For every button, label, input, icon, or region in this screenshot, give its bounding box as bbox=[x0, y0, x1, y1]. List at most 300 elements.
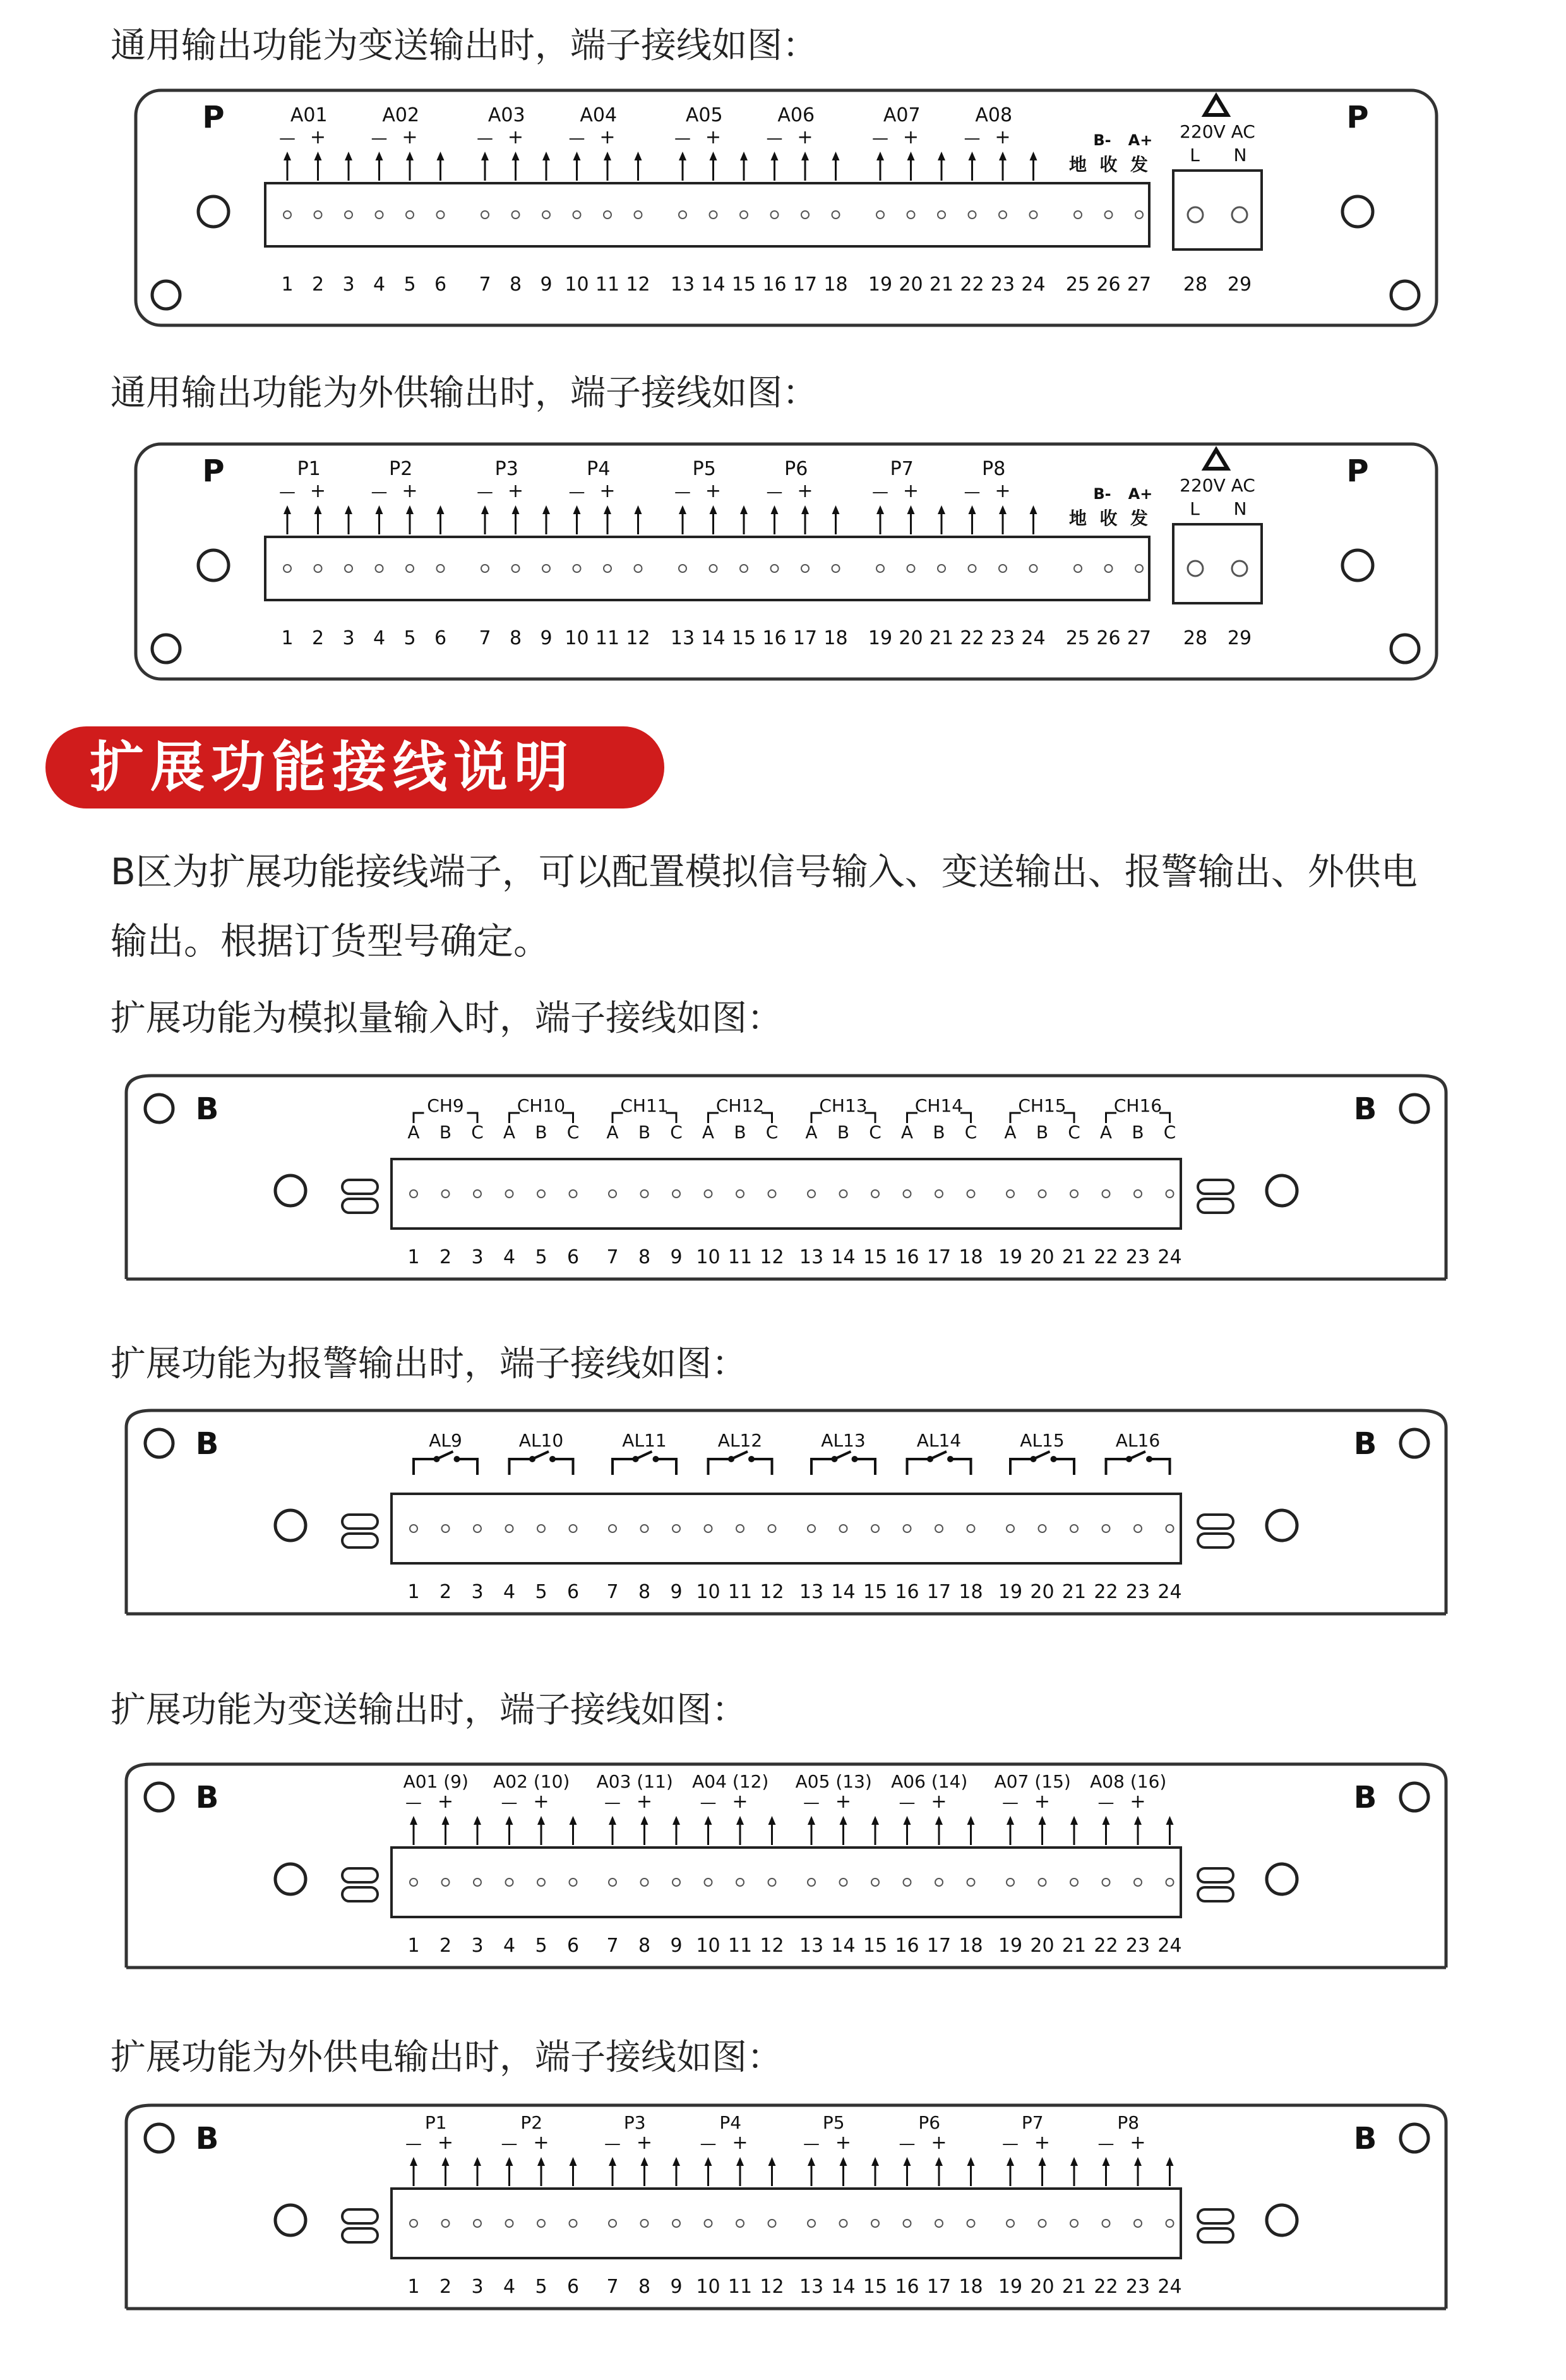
terminal-hole-icon bbox=[573, 211, 581, 219]
group-label: P1 bbox=[297, 458, 321, 480]
terminal-pin-3-arrow-icon bbox=[345, 152, 352, 160]
terminal-hole-icon bbox=[904, 1878, 911, 1886]
minus-sign: — bbox=[405, 1793, 422, 1812]
terminal-hole-icon bbox=[999, 565, 1007, 572]
terminal-hole-icon bbox=[1007, 1190, 1014, 1198]
terminal-hole-icon bbox=[938, 565, 945, 572]
terminal-pin-10-arrow-icon bbox=[573, 152, 581, 160]
terminal-hole-icon bbox=[1105, 565, 1113, 572]
plus-sign: + bbox=[995, 126, 1011, 148]
terminal-pin-14-arrow-icon bbox=[710, 505, 717, 514]
channel-sub-label: B bbox=[1132, 1122, 1144, 1143]
relay-contact-point-icon bbox=[1051, 1456, 1057, 1462]
latch-icon bbox=[1198, 1515, 1233, 1529]
terminal-pin-4-arrow-icon bbox=[376, 152, 383, 160]
terminal-hole-icon bbox=[570, 2220, 577, 2227]
terminal-hole-icon bbox=[345, 211, 352, 219]
channel-sub-label: A bbox=[702, 1122, 715, 1143]
mount-hole-icon bbox=[1391, 281, 1419, 309]
minus-sign: — bbox=[568, 129, 585, 148]
terminal-pin-17-arrow-icon bbox=[801, 152, 809, 160]
terminal-hole-icon bbox=[999, 211, 1007, 219]
panel-side-label-left: B bbox=[195, 2121, 219, 2156]
terminal-hole-icon bbox=[609, 1878, 616, 1886]
terminal-hole-icon bbox=[1134, 1525, 1142, 1532]
terminal-hole-icon bbox=[1039, 1190, 1046, 1198]
terminal-hole-icon bbox=[410, 1878, 417, 1886]
terminal-number: 14 bbox=[701, 273, 726, 296]
terminal-number: 2 bbox=[439, 1246, 452, 1268]
plus-sign: + bbox=[437, 2132, 454, 2154]
terminal-pin-3-arrow-icon bbox=[345, 505, 352, 514]
terminal-number: 21 bbox=[1061, 1581, 1087, 1603]
terminal-number: 3 bbox=[471, 1581, 484, 1603]
terminal-pin-12-arrow-icon bbox=[635, 505, 642, 514]
terminal-number: 4 bbox=[373, 273, 386, 296]
caption-b1-analog-input: 扩展功能为模拟量输入时，端子接线如图： bbox=[111, 998, 782, 1039]
panel-side-label-left: B bbox=[195, 1091, 219, 1127]
plus-sign: + bbox=[309, 480, 326, 502]
terminal-pin-23-arrow-icon bbox=[1134, 1816, 1142, 1825]
power-terminal-number: 29 bbox=[1227, 627, 1252, 649]
terminal-number: 12 bbox=[760, 1581, 784, 1603]
terminal-number: 17 bbox=[926, 1581, 952, 1603]
comm-label: 地 bbox=[1068, 154, 1087, 175]
minus-sign: — bbox=[604, 1793, 621, 1812]
minus-sign: — bbox=[477, 129, 493, 148]
group-label: P2 bbox=[520, 2112, 543, 2133]
terminal-number: 20 bbox=[1030, 2276, 1055, 2298]
terminal-hole-icon bbox=[801, 565, 809, 572]
terminal-hole-icon bbox=[907, 211, 915, 219]
group-label: A03 bbox=[487, 104, 525, 126]
mount-hole-icon bbox=[152, 635, 180, 663]
terminal-pin-5-arrow-icon bbox=[537, 1816, 545, 1825]
terminal-hole-icon bbox=[705, 1878, 712, 1886]
terminal-hole-icon bbox=[710, 565, 717, 572]
minus-sign: — bbox=[700, 2134, 717, 2153]
terminal-hole-icon bbox=[808, 2220, 815, 2227]
terminal-hole-icon bbox=[406, 211, 414, 219]
channel-sub-label: C bbox=[1068, 1122, 1080, 1143]
terminal-number: 2 bbox=[439, 1581, 452, 1603]
terminal-hole-icon bbox=[840, 1190, 847, 1198]
terminal-number: 16 bbox=[895, 1935, 919, 1957]
terminal-hole-icon bbox=[1007, 1525, 1014, 1532]
terminal-hole-icon bbox=[969, 211, 976, 219]
minus-sign: — bbox=[1002, 1793, 1019, 1812]
mount-hole-icon bbox=[1401, 1095, 1428, 1122]
terminal-hole-icon bbox=[442, 2220, 450, 2227]
terminal-number: 9 bbox=[670, 2276, 683, 2298]
latch-icon bbox=[342, 1515, 378, 1529]
latch-icon bbox=[342, 1887, 378, 1901]
terminal-pin-16-arrow-icon bbox=[771, 152, 779, 160]
terminal-hole-icon bbox=[876, 211, 884, 219]
relay-contact-icon bbox=[708, 1451, 772, 1475]
terminal-hole-icon bbox=[1070, 1525, 1078, 1532]
group-label: A01 (9) bbox=[403, 1771, 469, 1792]
terminal-number: 11 bbox=[727, 1935, 753, 1957]
relay-pivot-icon bbox=[832, 1456, 838, 1462]
terminal-hole-icon bbox=[609, 1190, 616, 1198]
terminal-pin-3-arrow-icon bbox=[474, 1816, 481, 1825]
minus-sign: — bbox=[477, 483, 493, 502]
terminal-pin-15-arrow-icon bbox=[871, 2157, 879, 2166]
latch-icon bbox=[342, 2228, 378, 2242]
terminal-hole-icon bbox=[1135, 565, 1143, 572]
group-label: A07 (15) bbox=[994, 1771, 1071, 1792]
latch-icon bbox=[1198, 1534, 1233, 1548]
panel-side-label-right: B bbox=[1353, 1426, 1377, 1462]
terminal-number: 19 bbox=[998, 2276, 1023, 2298]
channel-sub-label: C bbox=[566, 1122, 580, 1143]
terminal-number: 10 bbox=[565, 627, 589, 649]
terminal-hole-icon bbox=[736, 1525, 744, 1532]
terminal-number: 10 bbox=[696, 1581, 720, 1603]
terminal-pin-20-arrow-icon bbox=[1039, 1816, 1046, 1825]
terminal-number: 11 bbox=[727, 1581, 753, 1603]
terminal-number: 9 bbox=[540, 273, 553, 296]
terminal-hole-icon bbox=[1166, 1525, 1174, 1532]
intro-line-2: 输出。根据订货型号确定。 bbox=[111, 920, 551, 963]
minus-sign: — bbox=[279, 483, 296, 502]
warning-triangle-icon bbox=[1205, 96, 1228, 115]
mount-hole-icon bbox=[1267, 2205, 1297, 2235]
terminal-number: 18 bbox=[823, 627, 848, 649]
terminal-number: 8 bbox=[509, 627, 522, 649]
terminal-number: 15 bbox=[863, 1581, 888, 1603]
terminal-hole-icon bbox=[609, 2220, 616, 2227]
terminal-pin-11-arrow-icon bbox=[604, 505, 611, 514]
terminal-number: 10 bbox=[565, 273, 589, 296]
terminal-hole-icon bbox=[641, 1525, 649, 1532]
terminal-pin-18-arrow-icon bbox=[832, 505, 840, 514]
terminal-hole-icon bbox=[442, 1878, 450, 1886]
terminal-number: 12 bbox=[760, 2276, 784, 2298]
warning-triangle-icon bbox=[1205, 450, 1228, 469]
terminal-pin-20-arrow-icon bbox=[907, 152, 915, 160]
terminal-number: 7 bbox=[479, 627, 491, 649]
panel-side-label-right: B bbox=[1353, 1780, 1377, 1815]
plus-sign: + bbox=[599, 126, 616, 148]
power-label-l: L bbox=[1190, 498, 1200, 519]
terminal-pin-8-arrow-icon bbox=[641, 2157, 649, 2166]
terminal-number: 24 bbox=[1157, 1246, 1182, 1268]
terminal-pin-1-arrow-icon bbox=[284, 152, 291, 160]
comm-label-aplus: A+ bbox=[1128, 131, 1153, 149]
b-terminal-panel-transmit bbox=[0, 1756, 1566, 1983]
terminal-hole-icon bbox=[284, 565, 291, 572]
terminal-pin-17-arrow-icon bbox=[935, 1816, 943, 1825]
terminal-hole-icon bbox=[768, 1525, 776, 1532]
group-label: A01 bbox=[290, 104, 328, 126]
terminal-number: 6 bbox=[434, 273, 447, 296]
terminal-pin-17-arrow-icon bbox=[935, 2157, 943, 2166]
terminal-hole-icon bbox=[573, 565, 581, 572]
terminal-pin-6-arrow-icon bbox=[570, 2157, 577, 2166]
alarm-label: AL16 bbox=[1115, 1430, 1161, 1451]
relay-contact-icon bbox=[811, 1451, 875, 1475]
terminal-hole-icon bbox=[506, 2220, 513, 2227]
channel-sub-label: C bbox=[1163, 1122, 1176, 1143]
terminal-number: 1 bbox=[281, 627, 294, 649]
terminal-number: 1 bbox=[407, 1581, 420, 1603]
plus-sign: + bbox=[835, 2132, 852, 2154]
terminal-number: 16 bbox=[895, 1581, 919, 1603]
terminal-hole-icon bbox=[832, 565, 840, 572]
terminal-hole-icon bbox=[740, 211, 748, 219]
caption-b3-transmit: 扩展功能为变送输出时，端子接线如图： bbox=[111, 1690, 747, 1731]
group-label: A02 (10) bbox=[493, 1771, 570, 1792]
terminal-number: 13 bbox=[799, 1246, 824, 1268]
latch-icon bbox=[1198, 2228, 1233, 2242]
minus-sign: — bbox=[371, 129, 388, 148]
terminal-hole-icon bbox=[771, 211, 779, 219]
terminal-number: 19 bbox=[868, 273, 893, 296]
terminal-pin-15-arrow-icon bbox=[740, 505, 748, 514]
terminal-pin-10-arrow-icon bbox=[573, 505, 581, 514]
terminal-hole-icon bbox=[969, 565, 976, 572]
terminal-number: 16 bbox=[895, 2276, 919, 2298]
terminal-number: 20 bbox=[1030, 1581, 1055, 1603]
relay-pivot-icon bbox=[1031, 1456, 1037, 1462]
terminal-hole-icon bbox=[768, 2220, 776, 2227]
terminal-number: 17 bbox=[792, 273, 818, 296]
mount-hole-icon bbox=[1342, 196, 1373, 227]
terminal-pin-5-arrow-icon bbox=[406, 152, 414, 160]
terminal-pin-1-arrow-icon bbox=[410, 2157, 417, 2166]
terminal-number: 6 bbox=[566, 2276, 580, 2298]
terminal-number: 1 bbox=[407, 1935, 420, 1957]
terminal-number: 5 bbox=[535, 1246, 547, 1268]
terminal-number: 19 bbox=[998, 1246, 1023, 1268]
terminal-pin-16-arrow-icon bbox=[904, 1816, 911, 1825]
terminal-number: 2 bbox=[439, 1935, 452, 1957]
terminal-hole-icon bbox=[967, 2220, 975, 2227]
minus-sign: — bbox=[899, 2134, 916, 2153]
terminal-number: 20 bbox=[1030, 1935, 1055, 1957]
power-label-n: N bbox=[1233, 145, 1247, 165]
terminal-number: 22 bbox=[1094, 1581, 1118, 1603]
mount-hole-icon bbox=[1267, 1864, 1297, 1894]
plus-sign: + bbox=[732, 2132, 748, 2154]
group-label: P3 bbox=[623, 2112, 646, 2133]
terminal-number: 3 bbox=[471, 1935, 484, 1957]
terminal-number: 18 bbox=[823, 273, 848, 296]
terminal-number: 15 bbox=[731, 273, 756, 296]
mount-hole-icon bbox=[1391, 635, 1419, 663]
terminal-number: 20 bbox=[899, 273, 923, 296]
terminal-pin-12-arrow-icon bbox=[768, 1816, 776, 1825]
terminal-hole-icon bbox=[672, 1878, 680, 1886]
minus-sign: — bbox=[766, 483, 783, 502]
terminal-hole-icon bbox=[768, 1190, 776, 1198]
terminal-hole-icon bbox=[1070, 1878, 1078, 1886]
latch-icon bbox=[1198, 1868, 1233, 1882]
terminal-pin-21-arrow-icon bbox=[1070, 2157, 1078, 2166]
plus-sign: + bbox=[797, 126, 813, 148]
mount-hole-icon bbox=[198, 550, 229, 580]
terminal-number: 11 bbox=[727, 2276, 753, 2298]
terminal-hole-icon bbox=[1070, 2220, 1078, 2227]
terminal-pin-23-arrow-icon bbox=[999, 505, 1007, 514]
terminal-hole-icon bbox=[871, 1525, 879, 1532]
minus-sign: — bbox=[803, 1793, 820, 1812]
terminal-number: 23 bbox=[990, 627, 1015, 649]
channel-label: CH16 bbox=[1113, 1095, 1163, 1116]
power-terminal-block bbox=[1173, 171, 1262, 249]
terminal-hole-icon bbox=[1166, 1878, 1174, 1886]
channel-sub-label: B bbox=[1036, 1122, 1049, 1143]
comm-label: 地 bbox=[1068, 508, 1087, 529]
terminal-number: 13 bbox=[799, 1935, 824, 1957]
terminal-number: 6 bbox=[566, 1935, 580, 1957]
terminal-hole-icon bbox=[935, 1190, 943, 1198]
terminal-pin-22-arrow-icon bbox=[1103, 1816, 1110, 1825]
terminal-number: 26 bbox=[1096, 273, 1121, 296]
terminal-pin-24-arrow-icon bbox=[1030, 152, 1037, 160]
terminal-pin-12-arrow-icon bbox=[635, 152, 642, 160]
terminal-pin-14-arrow-icon bbox=[840, 2157, 847, 2166]
terminal-number: 9 bbox=[670, 1935, 683, 1957]
terminal-number: 16 bbox=[762, 627, 787, 649]
minus-sign: — bbox=[405, 2134, 422, 2153]
terminal-number: 2 bbox=[311, 273, 325, 296]
terminal-number: 11 bbox=[595, 273, 620, 296]
plus-sign: + bbox=[507, 126, 524, 148]
terminal-number: 12 bbox=[760, 1935, 784, 1957]
section-banner: 扩展功能接线说明 bbox=[45, 726, 664, 808]
channel-sub-label: C bbox=[869, 1122, 882, 1143]
terminal-hole-icon bbox=[1135, 211, 1143, 219]
terminal-number: 23 bbox=[1125, 1935, 1151, 1957]
plus-sign: + bbox=[1034, 1791, 1051, 1813]
terminal-hole-icon bbox=[840, 2220, 847, 2227]
channel-sub-label: A bbox=[407, 1122, 420, 1143]
b-terminal-panel-supply bbox=[0, 2097, 1566, 2324]
channel-label: CH10 bbox=[517, 1095, 566, 1116]
minus-sign: — bbox=[766, 129, 783, 148]
terminal-number: 16 bbox=[762, 273, 787, 296]
terminal-hole-icon bbox=[314, 211, 322, 219]
power-terminal-block bbox=[1173, 524, 1262, 603]
power-terminal-number: 28 bbox=[1183, 273, 1208, 296]
relay-pivot-icon bbox=[434, 1456, 440, 1462]
terminal-number: 27 bbox=[1127, 627, 1152, 649]
relay-contact-point-icon bbox=[549, 1456, 556, 1462]
terminal-pin-23-arrow-icon bbox=[999, 152, 1007, 160]
terminal-hole-icon bbox=[1105, 211, 1113, 219]
terminal-hole-icon bbox=[481, 211, 489, 219]
terminal-hole-icon bbox=[506, 1878, 513, 1886]
terminal-number: 19 bbox=[998, 1581, 1023, 1603]
minus-sign: — bbox=[1097, 1793, 1115, 1812]
mount-hole-icon bbox=[145, 1783, 173, 1811]
terminal-pin-13-arrow-icon bbox=[808, 1816, 815, 1825]
mount-hole-icon bbox=[152, 281, 180, 309]
power-terminal-number: 28 bbox=[1183, 627, 1208, 649]
terminal-pin-10-arrow-icon bbox=[705, 1816, 712, 1825]
alarm-label: AL14 bbox=[916, 1430, 962, 1451]
power-voltage-label: 220V AC bbox=[1180, 121, 1255, 142]
terminal-pin-22-arrow-icon bbox=[969, 152, 976, 160]
terminal-hole-icon bbox=[710, 211, 717, 219]
terminal-hole-icon bbox=[542, 565, 550, 572]
minus-sign: — bbox=[674, 129, 691, 148]
terminal-number: 8 bbox=[638, 1246, 651, 1268]
group-label: A05 bbox=[685, 104, 723, 126]
plus-sign: + bbox=[636, 2132, 653, 2154]
terminal-number: 25 bbox=[1065, 273, 1091, 296]
group-label: A07 bbox=[883, 104, 921, 126]
latch-icon bbox=[342, 1534, 378, 1548]
plus-sign: + bbox=[797, 480, 813, 502]
terminal-number: 22 bbox=[1094, 1246, 1118, 1268]
terminal-hole-icon bbox=[410, 1525, 417, 1532]
relay-contact-icon bbox=[907, 1451, 971, 1475]
minus-sign: — bbox=[568, 483, 585, 502]
terminal-pin-8-arrow-icon bbox=[512, 505, 520, 514]
minus-sign: — bbox=[501, 2134, 518, 2153]
mount-hole-icon bbox=[198, 196, 229, 227]
group-label: A08 (16) bbox=[1090, 1771, 1167, 1792]
terminal-pin-11-arrow-icon bbox=[736, 2157, 744, 2166]
group-label: P1 bbox=[424, 2112, 447, 2133]
terminal-number: 7 bbox=[606, 1935, 619, 1957]
terminal-number: 19 bbox=[868, 627, 893, 649]
terminal-number: 5 bbox=[535, 1581, 547, 1603]
channel-label: CH15 bbox=[1018, 1095, 1067, 1116]
minus-sign: — bbox=[371, 483, 388, 502]
relay-pivot-icon bbox=[529, 1456, 535, 1462]
terminal-hole-icon bbox=[537, 1190, 545, 1198]
group-label: A08 bbox=[975, 104, 1013, 126]
terminal-hole-icon bbox=[481, 565, 489, 572]
terminal-pin-11-arrow-icon bbox=[604, 152, 611, 160]
plus-sign: + bbox=[931, 2132, 947, 2154]
comm-label-bminus: B- bbox=[1093, 131, 1111, 149]
terminal-hole-icon bbox=[771, 565, 779, 572]
group-label: A06 (14) bbox=[891, 1771, 968, 1792]
terminal-pin-4-arrow-icon bbox=[506, 1816, 513, 1825]
terminal-number: 18 bbox=[959, 1935, 983, 1957]
terminal-hole-icon bbox=[740, 565, 748, 572]
terminal-hole-icon bbox=[410, 1190, 417, 1198]
panel-side-label-left: B bbox=[195, 1426, 219, 1462]
terminal-hole-icon bbox=[570, 1190, 577, 1198]
terminal-hole-icon bbox=[808, 1525, 815, 1532]
terminal-hole-icon bbox=[904, 1190, 911, 1198]
channel-sub-label: A bbox=[1099, 1122, 1113, 1143]
terminal-pin-6-arrow-icon bbox=[437, 505, 445, 514]
terminal-number: 15 bbox=[731, 627, 756, 649]
terminal-number: 9 bbox=[540, 627, 553, 649]
terminal-hole-icon bbox=[1103, 1525, 1110, 1532]
terminal-hole-icon bbox=[876, 565, 884, 572]
terminal-number: 3 bbox=[471, 2276, 484, 2298]
terminal-number: 27 bbox=[1127, 273, 1152, 296]
terminal-hole-icon bbox=[1007, 1878, 1014, 1886]
terminal-number: 24 bbox=[1157, 1935, 1182, 1957]
terminal-pin-18-arrow-icon bbox=[832, 152, 840, 160]
terminal-number: 5 bbox=[403, 627, 416, 649]
channel-sub-label: C bbox=[964, 1122, 977, 1143]
terminal-hole-icon bbox=[604, 211, 611, 219]
terminal-hole-icon bbox=[1007, 2220, 1014, 2227]
terminal-pin-17-arrow-icon bbox=[801, 505, 809, 514]
terminal-number: 5 bbox=[535, 1935, 547, 1957]
